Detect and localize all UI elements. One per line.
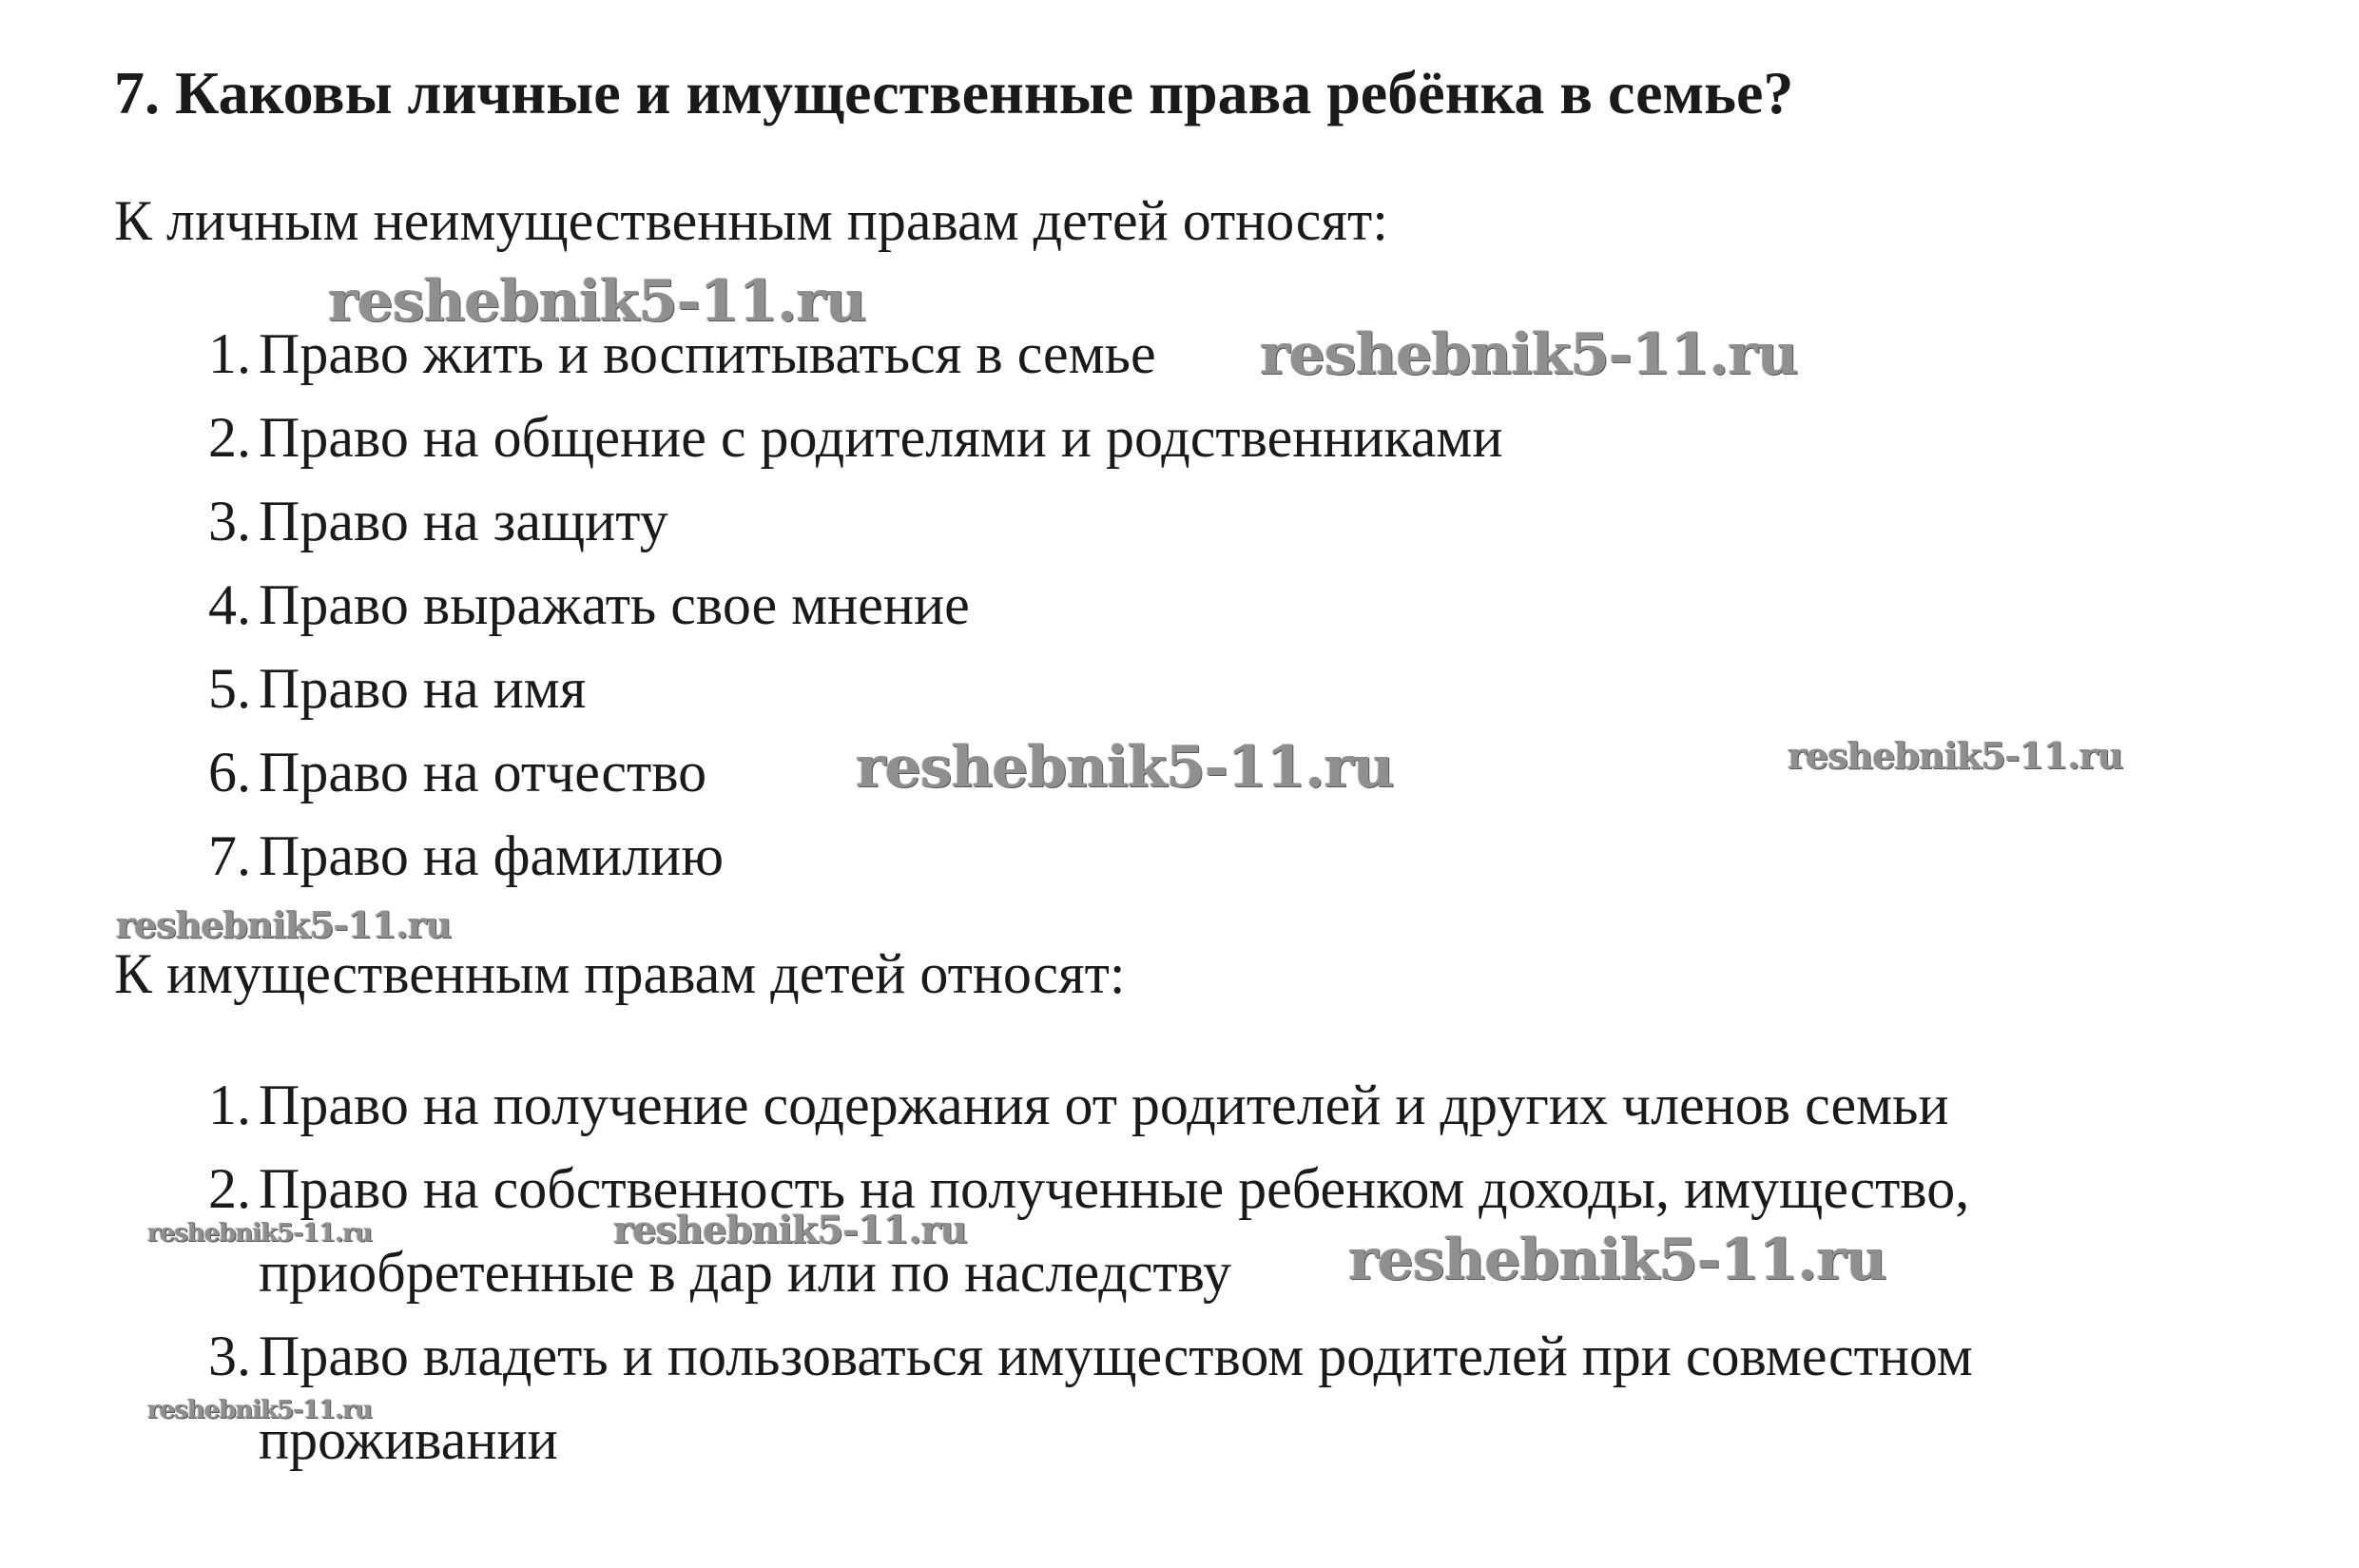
item-number: 7. [208,824,251,887]
watermark: reshebnik5-11.ru [1260,321,1798,388]
list-item [114,396,2187,479]
personal-rights-intro: К личным неимущественным правам детей относят: [114,189,1388,252]
watermark: reshebnik5-11.ru [1788,734,2123,777]
item-number: 1. [208,1074,251,1136]
list-item [114,647,2187,730]
item-text: Право выражать свое мнение [259,573,970,636]
item-number: 2. [208,1157,251,1220]
item-number: 1. [208,322,251,385]
item-number: 3. [208,490,251,552]
item-text: Право на собственность на полученные ребенком доходы, имущество, приобретенные в дар или по наследству [259,1157,1970,1304]
property-rights-intro: К имущественным правам детей относят: [114,942,1126,1005]
list-item [114,1063,2187,1147]
item-text: Право на имя [259,657,587,720]
item-number: 3. [208,1325,251,1387]
watermark: reshebnik5-11.ru [116,903,452,946]
item-text: Право на общение с родителями и родственниками [259,406,1503,469]
item-number: 5. [208,657,251,720]
item-text: Право на защиту [259,490,668,552]
item-text: Право владеть и пользоваться имуществом родителей при совместном проживании [259,1325,1973,1471]
watermark: reshebnik5-11.ru [1348,1227,1886,1293]
watermark: reshebnik5-11.ru [147,1396,373,1424]
item-number: 2. [208,406,251,469]
item-text: Право на фамилию [259,824,725,887]
item-text: Право на отчество [259,741,707,803]
list-item [114,814,2187,898]
watermark: reshebnik5-11.ru [856,734,1394,801]
watermark: reshebnik5-11.ru [328,268,866,335]
list-item [114,563,2187,647]
list-item [114,1314,2187,1481]
item-text: Право на получение содержания от родителей и других членов семьи [259,1074,1949,1136]
item-text: Право жить и воспитываться в семье [259,322,1156,385]
item-number: 6. [208,741,251,803]
item-number: 4. [208,573,251,636]
question-heading: 7. Каковы личные и имущественные права ребёнка в семье? [114,59,1794,126]
list-item [114,479,2187,563]
watermark: reshebnik5-11.ru [613,1208,967,1252]
watermark: reshebnik5-11.ru [147,1219,373,1248]
personal-rights-list [114,312,2187,898]
